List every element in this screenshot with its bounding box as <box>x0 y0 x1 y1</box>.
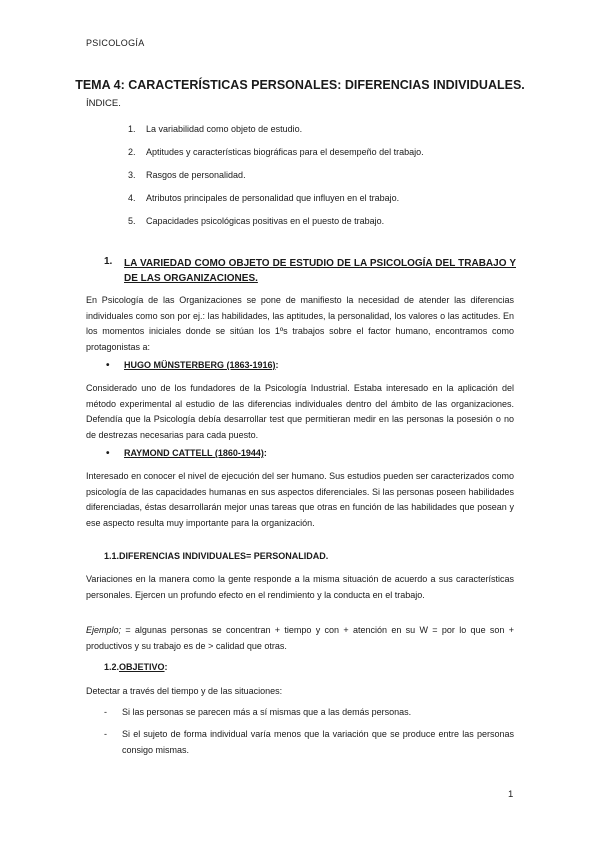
dash-marker: - <box>104 707 107 717</box>
dash-marker: - <box>104 729 107 739</box>
cattell-paragraph: Interesado en conocer el nivel de ejecución del ser humano. Sus estudios pueden ser caracterizados como psicología de las capacidades humanas en sus aspectos diferenciales. Si las personas poseen habilidades diferenciadas, éstas desarrollarán mejor unas tareas que otras en función de las habilidades que posean y ese aspecto resulta muy importante para la organización. <box>86 471 514 528</box>
subsection-number: 1.1. <box>104 551 120 561</box>
bullet-name: HUGO MÜNSTERBERG (1863-1916) <box>124 360 276 370</box>
bullet-munsterberg <box>106 360 279 371</box>
toc-item <box>128 170 424 193</box>
toc-item <box>128 147 424 170</box>
document-title: TEMA 4: CARACTERÍSTICAS PERSONALES: DIFERENCIAS INDIVIDUALES. <box>75 78 525 92</box>
toc-item-text: Capacidades psicológicas positivas en el puesto de trabajo. <box>146 216 385 226</box>
page-number: 1 <box>508 789 514 800</box>
example-paragraph <box>86 623 514 654</box>
toc-item-text: Atributos principales de personalidad que influyen en el trabajo. <box>146 193 400 203</box>
toc-item-number: 1. <box>128 124 136 134</box>
dash-list-item <box>104 727 514 758</box>
subsection-1-2-heading <box>104 662 168 672</box>
bullet-icon: • <box>106 448 110 459</box>
section-1-heading <box>104 256 516 286</box>
bullet-suffix: : <box>275 360 279 370</box>
munsterberg-paragraph: Considerado uno de los fundadores de la Psicología Industrial. Estaba interesado en la aplicación del método experimental al estudio de las diferencias individuales dentro del ámbito de las organizaciones. Defendía que la Psicología debía desarrollar test que permitieran medir en las personas la posesión o no de destrezas necesarias para cada puesto. <box>86 383 514 440</box>
section-1-number: 1. <box>104 256 113 267</box>
table-of-contents <box>128 124 424 239</box>
toc-item <box>128 124 424 147</box>
index-label: ÍNDICE. <box>86 98 121 109</box>
dash-item-text: Si el sujeto de forma individual varía menos que la variación que se produce entre las personas consigo mismas. <box>122 729 514 755</box>
toc-item <box>128 216 424 239</box>
section-1-intro: En Psicología de las Organizaciones se pone de manifiesto la necesidad de atender las diferencias individuales como son por ej.: las habilidades, las aptitudes, la personalidad, los valores o las actitudes. En los momentos iniciales donde se sitúan los 1ºs trabajos sobre el factor humano, encontramos como protagonistas a: <box>86 295 514 352</box>
objective-intro: Detectar a través del tiempo y de las situaciones: <box>86 686 283 696</box>
bullet-name: RAYMOND CATTELL (1860-1944) <box>124 448 264 458</box>
toc-item <box>128 193 424 216</box>
subsection-suffix: : <box>164 662 168 672</box>
toc-item-text: Aptitudes y características biográficas para el desempeño del trabajo. <box>146 147 424 157</box>
bullet-cattell <box>106 448 267 459</box>
example-text: = algunas personas se concentran + tiempo y con + atención en su W = por lo que son + productivos y su trabajo es de > calidad que otras. <box>86 625 514 651</box>
subsection-number: 1.2. <box>104 662 120 672</box>
bullet-suffix: : <box>263 448 267 458</box>
running-header: PSICOLOGÍA <box>86 38 145 48</box>
toc-item-number: 5. <box>128 216 136 226</box>
section-1-title: LA VARIEDAD COMO OBJETO DE ESTUDIO DE LA PSICOLOGÍA DEL TRABAJO Y DE LAS ORGANIZACIONES. <box>124 258 516 284</box>
personality-paragraph: Variaciones en la manera como la gente responde a la misma situación de acuerdo a sus características personales. Ejercen un profundo efecto en el rendimiento y la conducta en el trabajo. <box>86 574 514 600</box>
dash-item-text: Si las personas se parecen más a sí mismas que a las demás personas. <box>122 707 412 717</box>
toc-item-number: 3. <box>128 170 136 180</box>
toc-item-text: La variabilidad como objeto de estudio. <box>146 124 303 134</box>
example-label: Ejemplo; <box>86 625 122 635</box>
dash-list-item <box>104 705 514 721</box>
toc-item-number: 4. <box>128 193 136 203</box>
subsection-1-1-heading <box>104 551 328 561</box>
subsection-title: OBJETIVO <box>119 662 165 672</box>
bullet-icon: • <box>106 360 110 371</box>
toc-item-number: 2. <box>128 147 136 157</box>
toc-item-text: Rasgos de personalidad. <box>146 170 246 180</box>
subsection-title: DIFERENCIAS INDIVIDUALES= PERSONALIDAD. <box>119 551 329 561</box>
